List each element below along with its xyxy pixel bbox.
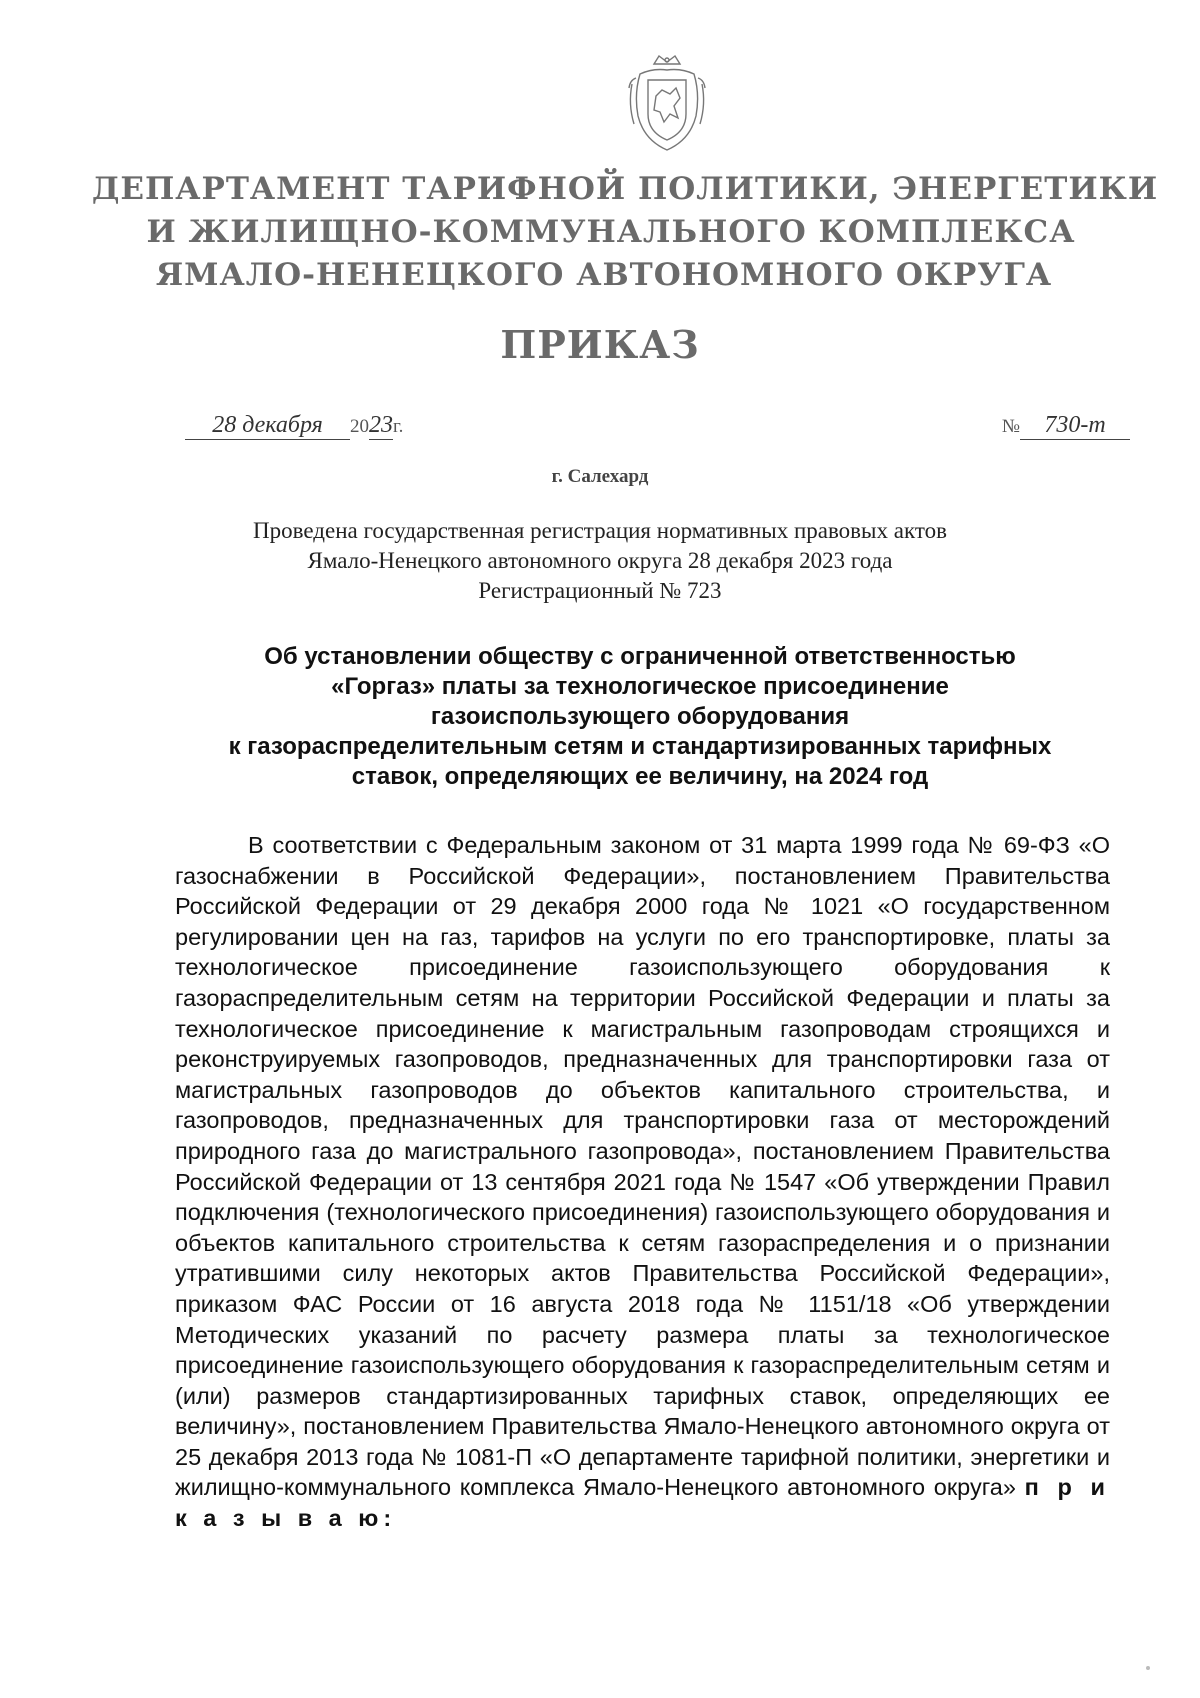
subject-line: к газораспределительным сетям и стандартизированных тарифных (228, 733, 1052, 760)
year-suffix: 23 (369, 412, 393, 438)
order-number (1002, 412, 1130, 440)
body-paragraph (175, 830, 1110, 1534)
department-line: ДЕПАРТАМЕНТ ТАРИФНОЙ ПОЛИТИКИ, ЭНЕРГЕТИКИ (91, 171, 1159, 207)
department-header (0, 168, 1200, 297)
number-value: 730-т (1020, 412, 1130, 440)
decree-word: п р и к а з ы в а ю: (175, 1474, 1110, 1532)
order-subject (150, 642, 1130, 792)
body-text: В соответствии с Федеральным законом от 31 марта 1999 года № 69-ФЗ «О газоснабжении в Российской Федерации», постановлением Правительства Российской Федерации от 29 декабря 2000 года № 1021 «О государственном регулировании цен на газ, тарифов на услуги по его транспортировке, платы за технологическое присоединение газоиспользующего оборудования к газораспределительным сетям на территории Российской Федерации и платы за технологическое присоединение к магистральным газопроводам строящихся и реконструируемых газопроводов, предназначенных для транспортировки газа от магистральных газопроводов до объектов капитального строительства, и газопроводов, предназначенных для транспортировки газа от месторождений природного газа до магистрального газопровода», постановлением Правительства Российской Федерации от 13 сентября 2021 года № 1547 «Об утверждении Правил подключения (технологического присоединения) газоиспользующего оборудования и объектов капитального строительства к сетям газораспределения и о признании утратившими силу некоторых актов Правительства Российской Федерации», приказом ФАС России от 16 августа 2018 года № 1151/18 «Об утверждении Методических указаний по расчету размера платы за технологическое присоединение газоиспользующего оборудования к газораспределительным сетям и (или) размеров стандартизированных тарифных ставок, определяющих ее величину», постановлением Правительства Ямало-Ненецкого автономного округа от 25 декабря 2013 года № 1081-П «О департаменте тарифной политики, энергетики и жилищно-коммунального комплекса Ямало-Ненецкого автономного округа» (175, 832, 1110, 1501)
subject-line: ставок, определяющих ее величину, на 2024 год (351, 763, 929, 790)
subject-line: Об установлении обществу с ограниченной ответственностью (264, 643, 1016, 670)
department-line: И ЖИЛИЩНО-КОММУНАЛЬНОГО КОМПЛЕКСА (146, 214, 1076, 250)
date-number-row (185, 412, 1130, 452)
scan-speck (1146, 1666, 1150, 1670)
number-label: № (1001, 416, 1020, 437)
year-mark: г. (393, 416, 404, 437)
registration-line: Ямало-Ненецкого автономного округа 28 декабря 2023 года (307, 548, 893, 573)
registration-note (0, 516, 1200, 606)
coat-of-arms-icon (626, 54, 708, 154)
registration-line: Регистрационный № 723 (478, 578, 722, 603)
year-prefix: 20 (350, 416, 369, 437)
department-line: ЯМАЛО-НЕНЕЦКОГО АВТОНОМНОГО ОКРУГА (155, 257, 1053, 293)
order-date (185, 412, 403, 440)
city: г. Салехард (551, 466, 649, 487)
subject-line: «Горгаз» платы за технологическое присоединение (331, 673, 949, 700)
document-type-title: ПРИКАЗ (500, 322, 700, 367)
registration-line: Проведена государственная регистрация нормативных правовых актов (253, 518, 947, 543)
date-day-month: 28 декабря (185, 412, 350, 440)
subject-line: газоиспользующего оборудования (430, 703, 850, 730)
